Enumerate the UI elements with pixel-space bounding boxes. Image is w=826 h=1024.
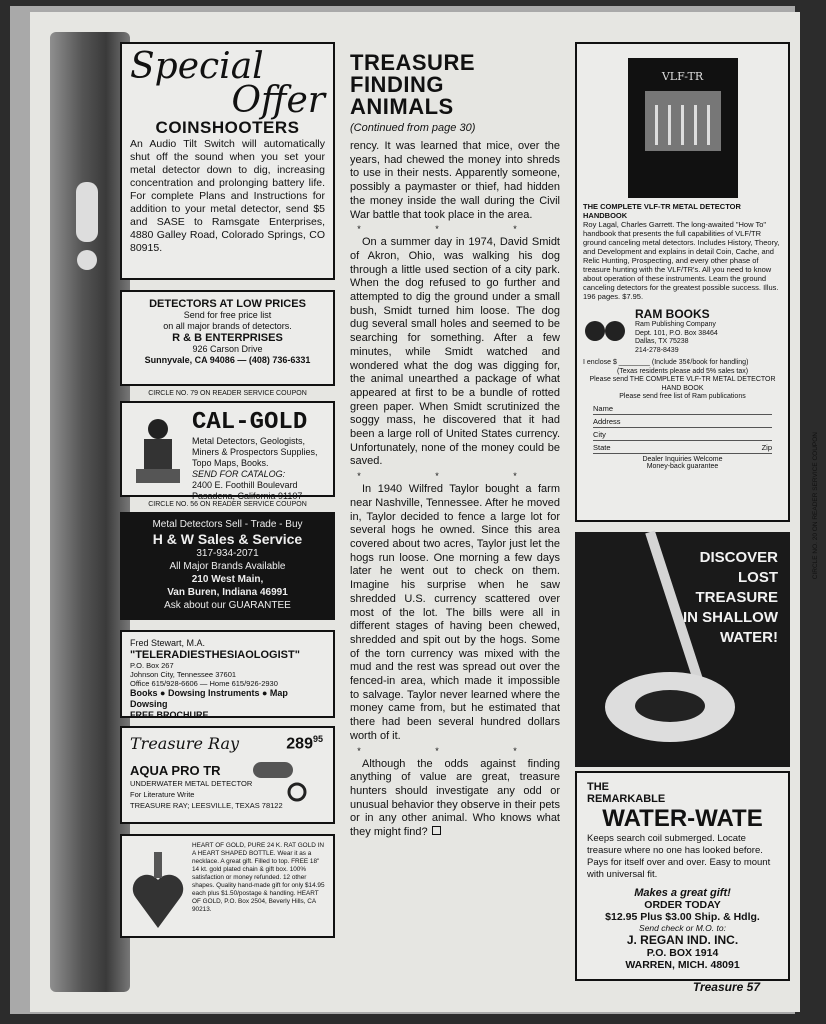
vlf-book-ad — [575, 42, 790, 522]
ww-remarkable: REMARKABLE — [587, 793, 666, 805]
exclamation-mark-icon — [76, 182, 98, 242]
ww-send: Send check or M.O. to: — [639, 923, 726, 933]
vlf-address-field[interactable]: Address — [593, 417, 772, 428]
vlf-body: Roy Lagal, Charles Garrett. The long-awaited "How To" handbook that presents the full capabilities of VLF/TR ground canceling metal detectors. Includes History, Theory, and Development and explains in detail Coin, Cache, and Relic Hunting, Prospecting, and every other phase of treasure hunting with the VLF/TR's. All you need to know about operation of these instruments. Learn the ground canceling detectors for the greatest possible success. Illus. 196 pages. $7.95. — [583, 220, 780, 301]
ww-company: J. REGAN IND. INC. — [626, 933, 739, 947]
vlf-free-list: Please send free list of Ram publications — [619, 393, 746, 400]
hw-address: 210 West Main, — [191, 574, 264, 585]
stewart-brochure: FREE BROCHURE — [130, 710, 209, 720]
article-continued: (Continued from page 30) — [350, 122, 476, 134]
stewart-city: Johnson City, Tennessee 37601 — [130, 670, 237, 679]
water-wate-ad — [575, 771, 790, 981]
hw-company: H & W Sales & Service — [152, 531, 303, 547]
ram-books-logo: RAM BOOKS — [635, 307, 710, 321]
detectors-line2: on all major brands of detectors. — [163, 321, 292, 331]
hw-city: Van Buren, Indiana 46991 — [167, 587, 288, 598]
photo-line4: IN SHALLOW — [683, 609, 778, 626]
magazine-page — [30, 12, 819, 1012]
detectors-ad — [120, 290, 335, 386]
article-paragraph-2: On a summer day in 1974, David Smidt of Akron, Ohio, was walking his dog through a little used section of a city park. When the dog refused to go further and attempted to dig the ground under a small bush, Smidt turned him loose. The dog dug several small holes and seemed to be searching for something. After a few minutes, while Smidt watched and wondered what the dog was digging for, the animal unearthed a package of what appeared at first to be a bundle of rotted green paper. When Smidt scrutinized the soggy mass, he discovered that it had been a large roll of United States currency. Unfortunately, none of the money could be saved. — [350, 236, 560, 468]
calgold-circle-note: CIRCLE NO. 56 ON READER SERVICE COUPON — [148, 501, 307, 508]
vlf-state-zip-row — [593, 443, 772, 454]
vlf-state-field[interactable]: State — [593, 442, 611, 452]
treasure-ray-address: TREASURE RAY; LEESVILLE, TEXAS 78122 — [130, 801, 283, 810]
article-separator-3: * * * — [357, 745, 553, 756]
ram-phone: 214-278-8439 — [635, 346, 679, 354]
article-separator-2: * * * — [357, 471, 553, 482]
special-offer-ad — [120, 42, 335, 280]
detectors-company: R & B ENTERPRISES — [172, 332, 283, 344]
stewart-products: Books ● Dowsing Instruments ● Map Dowsing — [130, 688, 288, 709]
search-coil-graphic — [605, 672, 735, 742]
treasure-ray-subtitle: UNDERWATER METAL DETECTOR — [130, 779, 253, 788]
page-footer: Treasure 57 — [692, 980, 760, 994]
photo-line5: WATER! — [719, 629, 778, 646]
offer-heading: COINSHOOTERS — [155, 118, 300, 137]
article-title-line3: ANIMALS — [350, 94, 454, 119]
end-mark-icon — [432, 826, 441, 835]
treasure-ray-price-cents: 95 — [312, 734, 323, 744]
photo-line1: DISCOVER — [699, 549, 778, 566]
vlf-name-field[interactable]: Name — [593, 404, 772, 415]
stewart-ad — [120, 630, 335, 718]
calgold-catalog: SEND FOR CATALOG: — [192, 469, 286, 479]
article-paragraph-3: In 1940 Wilfred Taylor bought a farm near Nashville, Tennessee. After he moved in, Taylor decided to fence a large lot for several hogs he owned. Since this area covered about two acres, Taylor just let the hogs run loose. One morning a few days later he went out to check on them. Imagine his surprise when he saw shredded U.S. currency scattered over most of the lot. The bills were all in different stages of having been chewed, shredded and spit out by the hogs. Some of the torn currency was mixed with the mud and the rest was spread out over the fenced-in area, which made it impossible to salvage. Taylor never learned where the money came from, but he estimated that there had been several hundred dollars worth of it. — [350, 483, 560, 742]
water-photo — [575, 532, 790, 767]
hw-line2: All Major Brands Available — [169, 561, 286, 572]
article-title-line1: TREASURE — [350, 50, 476, 75]
hw-phone: 317-934-2071 — [196, 548, 259, 559]
article-paragraph-4 — [350, 758, 560, 840]
calgold-line1: Metal Detectors, Geologists, — [192, 436, 306, 446]
heart-of-gold-ad — [120, 834, 335, 938]
vlf-heading: THE COMPLETE VLF-TR METAL DETECTOR HANDBOOK — [583, 202, 741, 220]
detectors-title: DETECTORS AT LOW PRICES — [149, 298, 306, 310]
ram-dept: Dept. 101, P.O. Box 38464 — [635, 329, 718, 337]
prospector-icon — [130, 409, 186, 489]
vlf-zip-field[interactable]: Zip — [761, 442, 772, 452]
heart-bottle-icon — [130, 842, 186, 932]
vlf-city-field[interactable]: City — [593, 430, 772, 441]
stewart-phone: Office 615/928-6606 — Home 615/926-2930 — [130, 679, 278, 688]
stewart-name: Fred Stewart, M.A. — [130, 638, 206, 648]
book-cover-detectors-icon — [645, 91, 721, 151]
ww-po: P.O. BOX 1914 — [646, 947, 719, 959]
detectors-circle-note: CIRCLE NO. 79 ON READER SERVICE COUPON — [148, 390, 307, 397]
treasure-ray-ad — [120, 726, 335, 824]
hw-line3: Ask about our GUARANTEE — [164, 600, 291, 611]
calgold-ad — [120, 401, 335, 501]
detector-icon — [253, 758, 313, 802]
calgold-address: 2400 E. Foothill Boulevard — [192, 480, 298, 490]
ram-city: Dallas, TX 75238 — [635, 338, 689, 345]
ww-the: THE — [587, 781, 609, 793]
ww-order: ORDER TODAY — [644, 899, 721, 911]
article-paragraph-4-text: Although the odds against finding anything of value are great, treasure hunters should investigate any odd or unusual behavior they observe in their pets or in any other animal. Who knows what they might find? — [350, 757, 560, 839]
special-script: Special — [130, 46, 264, 87]
calgold-line2: Miners & Prospectors Supplies, — [192, 447, 318, 457]
book-cover — [628, 58, 738, 198]
offer-script: Offer — [231, 80, 325, 121]
calgold-line3: Topo Maps, Books. — [192, 458, 269, 468]
vlf-enclose: I enclose $ ________ (Include 35¢/book for handling) — [583, 359, 749, 366]
ram-logo-icon — [583, 316, 627, 346]
vlf-dealer: Dealer Inquiries Welcome — [642, 455, 723, 463]
binding-strip — [50, 32, 130, 992]
treasure-ray-product: AQUA PRO TR — [130, 763, 221, 778]
article-title-line2: FINDING — [350, 72, 444, 97]
vlf-guarantee: Money-back guarantee — [646, 462, 719, 470]
ww-body: Keeps search coil submerged. Locate treasure where no one has looked before. Pays for itself over and over. Easy to mount with universal fit. — [587, 833, 771, 880]
article-separator-1: * * * — [357, 224, 553, 235]
detectors-city-phone: Sunnyvale, CA 94086 — (408) 736-6331 — [144, 355, 311, 365]
ww-city: WARREN, MICH. 48091 — [625, 959, 740, 971]
exclamation-dot-icon — [77, 250, 97, 270]
left-column — [120, 42, 335, 938]
ww-offer: Makes a great gift! — [634, 887, 731, 899]
detectors-line1: Send for free price list — [183, 310, 272, 320]
stewart-po: P.O. Box 267 — [130, 661, 174, 670]
ww-product: WATER-WATE — [602, 805, 763, 832]
heart-text: HEART OF GOLD, PURE 24 K. RAT GOLD IN A HEART SHAPED BOTTLE. Wear it as a necklace. A great gift. Filled to top. FREE 18" 14 kt. gold plated chain & gift box. 100% satisfaction or money refunded. 12 other shapes. Quality hand-made gift for only $14.95 each plus $1.50/postage & handling. HEART OF GOLD, P.O. Box 2504, Beverly Hills, CA 90213. — [192, 842, 325, 913]
photo-line2: LOST — [738, 569, 778, 586]
vlf-circle-note: CIRCLE NO. 20 ON READER SERVICE COUPON — [812, 432, 819, 580]
treasure-ray-price: 289 — [286, 735, 313, 753]
article — [350, 52, 560, 840]
offer-body: An Audio Tilt Switch will automatically shut off the sound when you set your metal detector down to dig, increasing concentration and prolonging battery life. For complete Plans and Instructions for addition to your metal detector, send $5 and SASE to Ramsgate Enterprises, 4880 Galley Road, Colorado Springs, CO 80915. — [130, 138, 325, 254]
article-paragraph-1: rency. It was learned that mice, over the years, had chewed the money into shreds to use in their nests. Apparently someone, possibly a paymaster or thief, had hidden the money inside the wall during the Civil War battle that took place in the area. — [350, 140, 560, 221]
calgold-logo: CAL-GOLD — [192, 409, 308, 436]
right-column — [575, 42, 790, 981]
treasure-ray-literature: For Literature Write — [130, 790, 195, 799]
hw-sales-ad — [120, 512, 335, 620]
book-title: VLF-TR — [661, 70, 704, 83]
treasure-ray-logo: Treasure Ray — [130, 734, 240, 753]
ram-publisher: Ram Publishing Company — [635, 321, 716, 328]
vlf-please-send: Please send THE COMPLETE VLF-TR METAL DETECTOR HAND BOOK — [589, 376, 776, 392]
vlf-tax: (Texas residents please add 5% sales tax) — [616, 367, 749, 375]
detectors-address: 926 Carson Drive — [192, 344, 263, 354]
hw-line1: Metal Detectors Sell - Trade - Buy — [152, 519, 303, 530]
calgold-city: Pasadena, California 91107 — [192, 491, 303, 501]
photo-line3: TREASURE — [695, 589, 778, 606]
stewart-title: "TELERADIESTHESIAOLOGIST" — [130, 649, 300, 661]
ww-price: $12.95 Plus $3.00 Ship. & Hdlg. — [605, 911, 760, 923]
